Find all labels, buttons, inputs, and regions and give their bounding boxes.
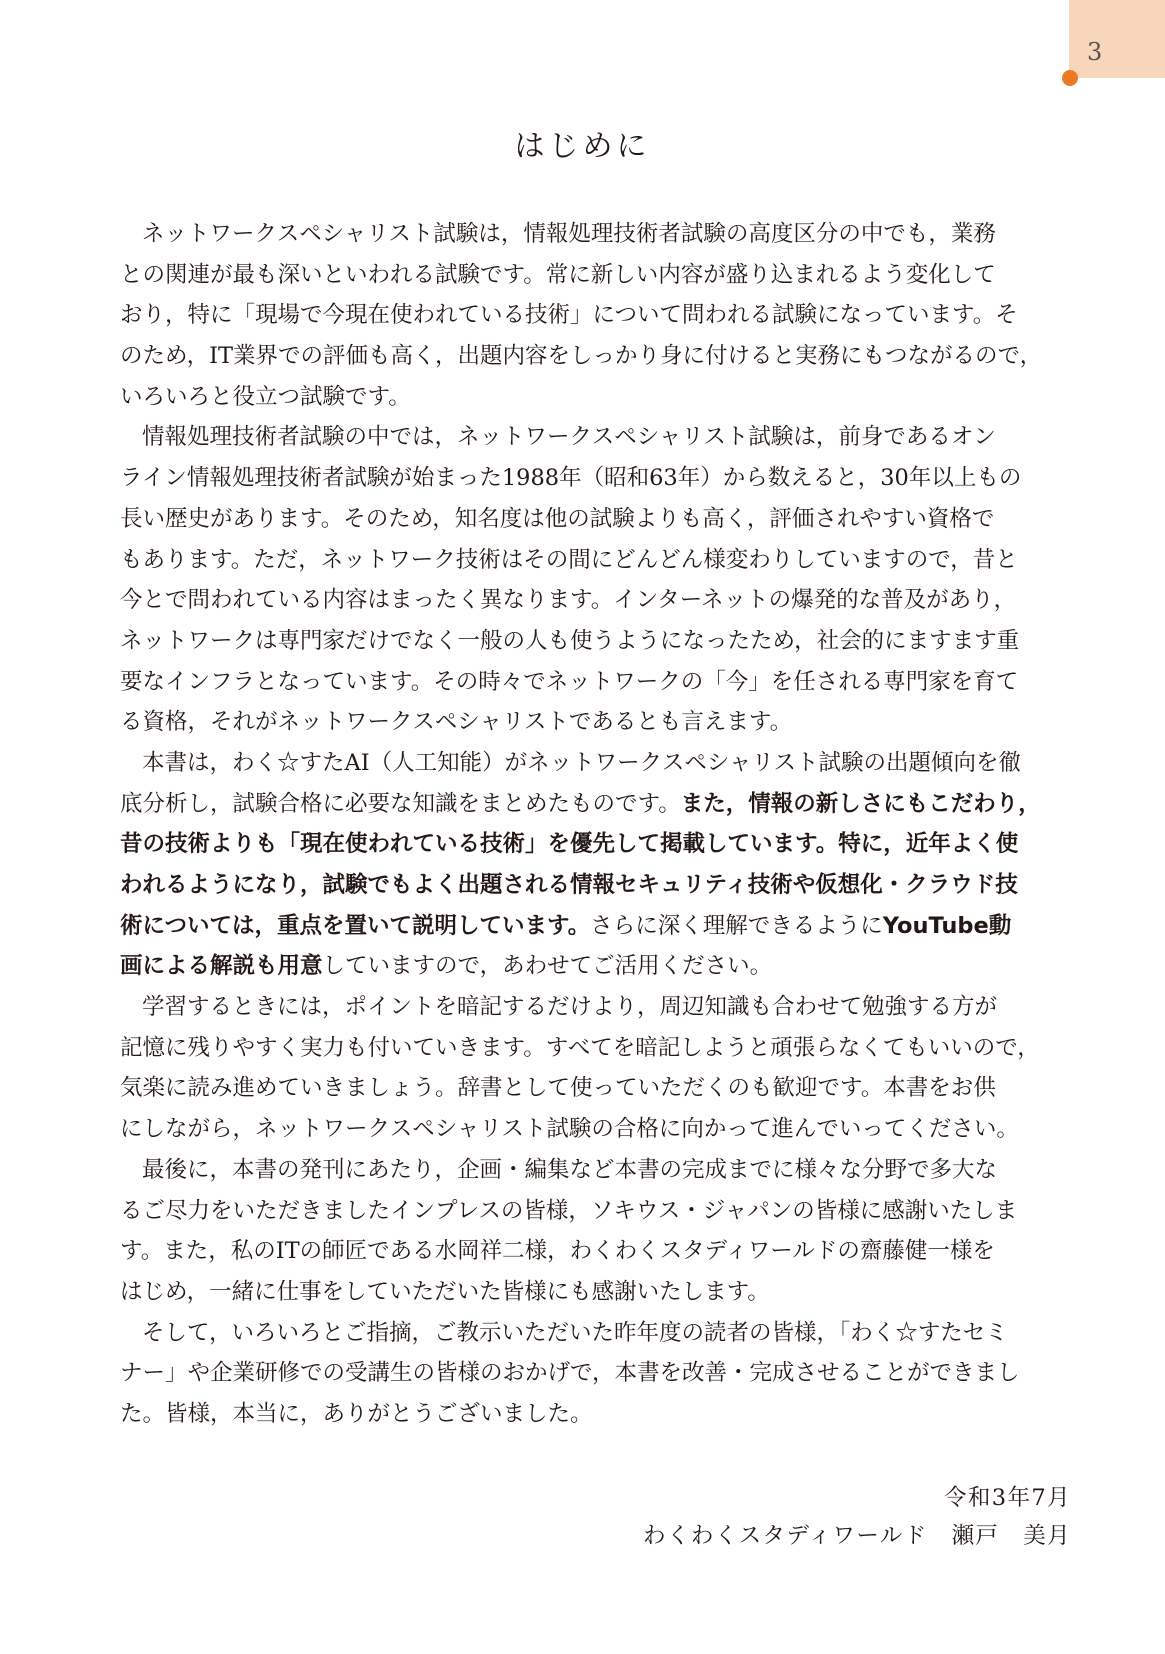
bold-text-run: 昔の技術よりも「現在使われている技術」を優先して掲載しています。特に，近年よく使 bbox=[120, 831, 1019, 858]
text-run: との関連が最も深いといわれる試験です。常に新しい内容が盛り込まれるよう変化して bbox=[120, 261, 996, 288]
text-line bbox=[120, 499, 1070, 540]
text-line bbox=[120, 295, 1070, 336]
text-line bbox=[120, 255, 1070, 296]
text-run: 長い歴史があります。そのため，知名度は他の試験よりも高く，評価されやすい資格で bbox=[120, 505, 995, 532]
text-line bbox=[120, 946, 1070, 987]
text-run: はじめ，一緒に仕事をしていただいた皆様にも感謝いたします。 bbox=[120, 1278, 770, 1305]
text-line bbox=[120, 662, 1070, 703]
text-line bbox=[120, 784, 1070, 825]
text-line bbox=[120, 417, 1070, 458]
text-line bbox=[120, 824, 1070, 865]
text-line bbox=[120, 1028, 1070, 1069]
text-run: 学習するときには，ポイントを暗記するだけより，周辺知識も合わせて勉強する方が bbox=[142, 994, 998, 1021]
text-line bbox=[120, 1150, 1070, 1191]
text-run: おり，特に「現場で今現在使われている技術」について問われる試験になっています。そ bbox=[120, 302, 1018, 329]
author-signature: わくわくスタディワールド 瀬戸 美月 bbox=[643, 1523, 1071, 1549]
bold-text-run: 画による解説も用意 bbox=[120, 953, 323, 980]
page-tab bbox=[1069, 0, 1165, 78]
text-run: にしながら，ネットワークスペシャリスト試験の合格に向かって進んでいってください。 bbox=[120, 1116, 1019, 1143]
text-run: 記憶に残りやすく実力も付いていきます。すべてを暗記しようと頑張らなくてもいいので， bbox=[120, 1034, 1040, 1061]
text-line bbox=[120, 865, 1070, 906]
text-run: す。また，私のITの師匠である水岡祥二様，わくわくスタディワールドの齋藤健一様を bbox=[120, 1238, 995, 1265]
text-run: いろいろと役立つ試験です。 bbox=[120, 383, 411, 410]
text-line bbox=[120, 906, 1070, 947]
text-run: 情報処理技術者試験の中では，ネットワークスペシャリスト試験は，前身であるオン bbox=[142, 424, 996, 451]
text-line bbox=[120, 377, 1070, 418]
page-marker-dot bbox=[1062, 70, 1078, 86]
text-run: 要なインフラとなっています。その時々でネットワークの「今」を任される専門家を育て bbox=[120, 668, 1019, 695]
date: 令和3年7月 bbox=[943, 1485, 1071, 1511]
text-run: 最後に，本書の発刊にあたり，企画・編集など本書の完成までに様々な分野で多大な bbox=[142, 1156, 998, 1183]
text-line bbox=[120, 336, 1070, 377]
text-run: もあります。ただ，ネットワーク技術はその間にどんどん様変わりしていますので，昔と bbox=[120, 546, 1018, 573]
text-line bbox=[120, 214, 1070, 255]
bold-text-run: 術については，重点を置いて説明しています。 bbox=[120, 912, 591, 939]
text-line bbox=[120, 1272, 1070, 1313]
text-line bbox=[120, 1394, 1070, 1435]
page-number: 3 bbox=[1087, 38, 1103, 66]
text-line bbox=[120, 1353, 1070, 1394]
text-run: 気楽に読み進めていきましょう。辞書として使っていただくのも歓迎です。本書をお供 bbox=[120, 1075, 996, 1102]
text-line bbox=[120, 458, 1070, 499]
text-line bbox=[120, 540, 1070, 581]
text-line bbox=[120, 1068, 1070, 1109]
text-line bbox=[120, 1109, 1070, 1150]
text-line bbox=[120, 1313, 1070, 1354]
text-run: 本書は，わく☆すたAI（人工知能）がネットワークスペシャリスト試験の出題傾向を徹 bbox=[142, 749, 1022, 776]
text-line bbox=[120, 1231, 1070, 1272]
text-run: た。皆様，本当に，ありがとうございました。 bbox=[120, 1400, 593, 1427]
text-line bbox=[120, 743, 1070, 784]
text-run: さらに深く理解できるように bbox=[590, 912, 883, 939]
bold-text-run: われるようになり，試験でもよく出題される情報セキュリティ技術や仮想化・クラウド技 bbox=[120, 872, 1018, 898]
text-line bbox=[120, 621, 1070, 662]
text-run: ネットワークは専門家だけでなく一般の人も使うようになったため，社会的にますます重 bbox=[120, 627, 1020, 654]
text-run: るご尽力をいただきましたインプレスの皆様，ソキウス・ジャパンの皆様に感謝いたしま bbox=[120, 1197, 1018, 1224]
text-line bbox=[120, 1191, 1070, 1232]
page-title: はじめに bbox=[514, 129, 651, 164]
text-run: 底分析し，試験合格に必要な知識をまとめたものです。 bbox=[120, 790, 681, 817]
text-run: していますので，あわせてご活用ください。 bbox=[322, 953, 773, 980]
text-run: ネットワークスペシャリスト試験は，情報処理技術者試験の高度区分の中でも，業務 bbox=[142, 221, 996, 247]
text-run: ライン情報処理技術者試験が始まった1988年（昭和63年）から数えると，30年以上もの bbox=[120, 465, 1022, 492]
bold-text-run: YouTube動 bbox=[882, 912, 1012, 939]
text-line bbox=[120, 580, 1070, 621]
bold-text-run: また，情報の新しさにもこだわり， bbox=[680, 790, 1041, 817]
text-line bbox=[120, 987, 1070, 1028]
text-run: ナー」や企業研修での受講生の皆様のおかげで，本書を改善・完成させることができまし bbox=[120, 1360, 1020, 1387]
text-run: 今とで問われている内容はまったく異なります。インターネットの爆発的な普及があり， bbox=[120, 587, 1017, 614]
text-run: る資格，それがネットワークスペシャリストであるとも言えます。 bbox=[120, 709, 793, 736]
text-run: そして，いろいろとご指摘，ご教示いただいた昨年度の読者の皆様，「わく☆すたセミ bbox=[142, 1319, 1008, 1346]
body-text bbox=[120, 214, 1070, 1435]
text-line bbox=[120, 702, 1070, 743]
text-run: のため，IT業界での評価も高く，出題内容をしっかり身に付けると実務にもつながるので， bbox=[120, 343, 1043, 370]
